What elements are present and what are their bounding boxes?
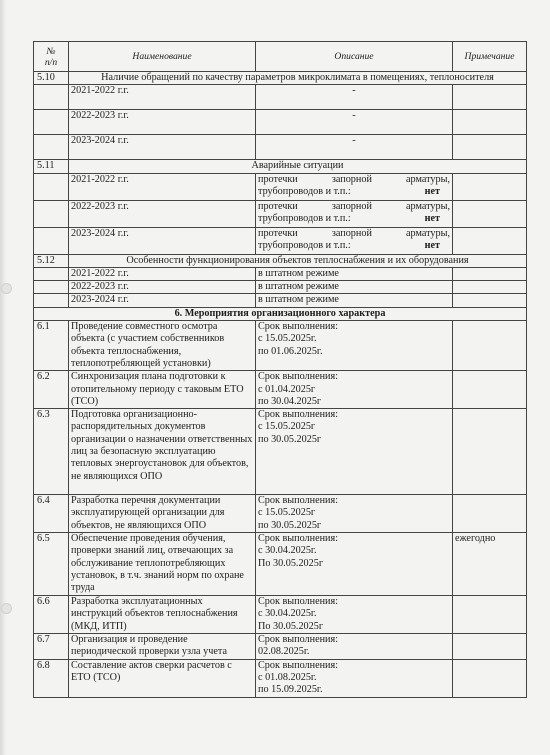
period-cell: 2023-2024 г.г. <box>69 135 256 160</box>
item-number: 6.7 <box>34 634 69 660</box>
item-name: Разработка эксплуатационных инструкций объектов теплоснабжения (МКД, ИТП) <box>69 596 256 634</box>
table-row <box>34 200 527 227</box>
item-name: Обеспечение проведения обучения, проверки знаний лиц, отвечающих за обслуживание теплопотребляющих установок, в т.ч. знаний норм по охране труда <box>69 533 256 596</box>
item-deadline: Срок выполнения: с 30.04.2025г. По 30.05.2025г <box>256 596 453 634</box>
item-number: 6.4 <box>34 495 69 533</box>
item-deadline: Срок выполнения: с 15.05.2025г по 30.05.2025г <box>256 409 453 495</box>
section-title: Аварийные ситуации <box>69 160 527 173</box>
punch-hole-mark <box>1 603 12 614</box>
item-number: 6.1 <box>34 321 69 371</box>
table-row <box>34 533 527 596</box>
table-row <box>34 409 527 495</box>
header-row <box>34 42 527 72</box>
section-row <box>34 254 527 267</box>
period-cell: 2022-2023 г.г. <box>69 200 256 227</box>
item-note <box>453 495 527 533</box>
period-cell: 2021-2022 г.г. <box>69 173 256 200</box>
header-description: Описание <box>256 42 453 72</box>
item-note: ежегодно <box>453 533 527 596</box>
item-name: Организация и проведение периодической проверки узла учета <box>69 634 256 660</box>
item-name: Подготовка организационно-распорядительных документов организации о назначении ответственных лиц за безопасную эксплуатацию тепловых энергоустановок для объектов, не являющихся ОПО <box>69 409 256 495</box>
item-deadline: Срок выполнения: с 15.05.2025г. по 01.06.2025г. <box>256 321 453 371</box>
description-cell: - <box>256 110 453 135</box>
header-num: № п/п <box>34 42 69 72</box>
table-row <box>34 659 527 697</box>
section-row <box>34 72 527 85</box>
item-deadline: Срок выполнения: с 15.05.2025г по 30.05.2025г <box>256 495 453 533</box>
period-cell: 2023-2024 г.г. <box>69 294 256 307</box>
section-number: 5.12 <box>34 254 69 267</box>
table-row <box>34 371 527 409</box>
period-cell: 2022-2023 г.г. <box>69 281 256 294</box>
description-cell: в штатном режиме <box>256 267 453 280</box>
description-cell: протечки запорной арматуры, трубопроводов и т.п.: нет <box>256 173 453 200</box>
table-row <box>34 495 527 533</box>
punch-hole-mark <box>1 283 12 294</box>
table-row <box>34 110 527 135</box>
item-number: 6.6 <box>34 596 69 634</box>
period-cell: 2021-2022 г.г. <box>69 267 256 280</box>
item-note <box>453 321 527 371</box>
section-row <box>34 307 527 320</box>
section-number: 5.10 <box>34 72 69 85</box>
table-row <box>34 321 527 371</box>
item-number: 6.5 <box>34 533 69 596</box>
section-row <box>34 160 527 173</box>
item-number: 6.2 <box>34 371 69 409</box>
item-number: 6.8 <box>34 659 69 697</box>
description-cell: - <box>256 85 453 110</box>
description-cell: - <box>256 135 453 160</box>
header-note: Примечание <box>453 42 527 72</box>
period-cell: 2022-2023 г.г. <box>69 110 256 135</box>
description-cell: в штатном режиме <box>256 281 453 294</box>
table-row <box>34 135 527 160</box>
table-row <box>34 267 527 280</box>
item-deadline: Срок выполнения: с 01.08.2025г. по 15.09.2025г. <box>256 659 453 697</box>
item-note <box>453 596 527 634</box>
item-note <box>453 659 527 697</box>
item-name: Разработка перечня документации эксплуатирующей организации для объектов, не являющихся ОПО <box>69 495 256 533</box>
section-title: Особенности функционирования объектов теплоснабжения и их оборудования <box>69 254 527 267</box>
item-name: Составление актов сверки расчетов с ЕТО (ТСО) <box>69 659 256 697</box>
item-note <box>453 371 527 409</box>
description-cell: протечки запорной арматуры, трубопроводов и т.п.: нет <box>256 227 453 254</box>
item-note <box>453 409 527 495</box>
header-name: Наименование <box>69 42 256 72</box>
item-number: 6.3 <box>34 409 69 495</box>
item-name: Проведение совместного осмотра объекта (с участием собственников объекта теплоснабжения, теплопотребляющей установки) <box>69 321 256 371</box>
table-row <box>34 85 527 110</box>
description-cell: в штатном режиме <box>256 294 453 307</box>
table-row <box>34 227 527 254</box>
table-row <box>34 173 527 200</box>
table-row <box>34 294 527 307</box>
section-title: Наличие обращений по качеству параметров микроклимата в помещениях, теплоносителя <box>69 72 527 85</box>
item-deadline: Срок выполнения: 02.08.2025г. <box>256 634 453 660</box>
item-note <box>453 634 527 660</box>
item-deadline: Срок выполнения: с 01.04.2025г по 30.04.2025г <box>256 371 453 409</box>
section-title: 6. Мероприятия организационного характера <box>34 307 527 320</box>
period-cell: 2023-2024 г.г. <box>69 227 256 254</box>
period-cell: 2021-2022 г.г. <box>69 85 256 110</box>
item-name: Синхронизация плана подготовки к отопительному периоду с таковым ЕТО (ТСО) <box>69 371 256 409</box>
table-row <box>34 281 527 294</box>
description-cell: протечки запорной арматуры, трубопроводов и т.п.: нет <box>256 200 453 227</box>
plan-table <box>33 41 527 698</box>
page-edge-shadow <box>0 0 6 755</box>
section-number: 5.11 <box>34 160 69 173</box>
item-deadline: Срок выполнения: с 30.04.2025г. По 30.05.2025г <box>256 533 453 596</box>
table-row <box>34 596 527 634</box>
table-row <box>34 634 527 660</box>
